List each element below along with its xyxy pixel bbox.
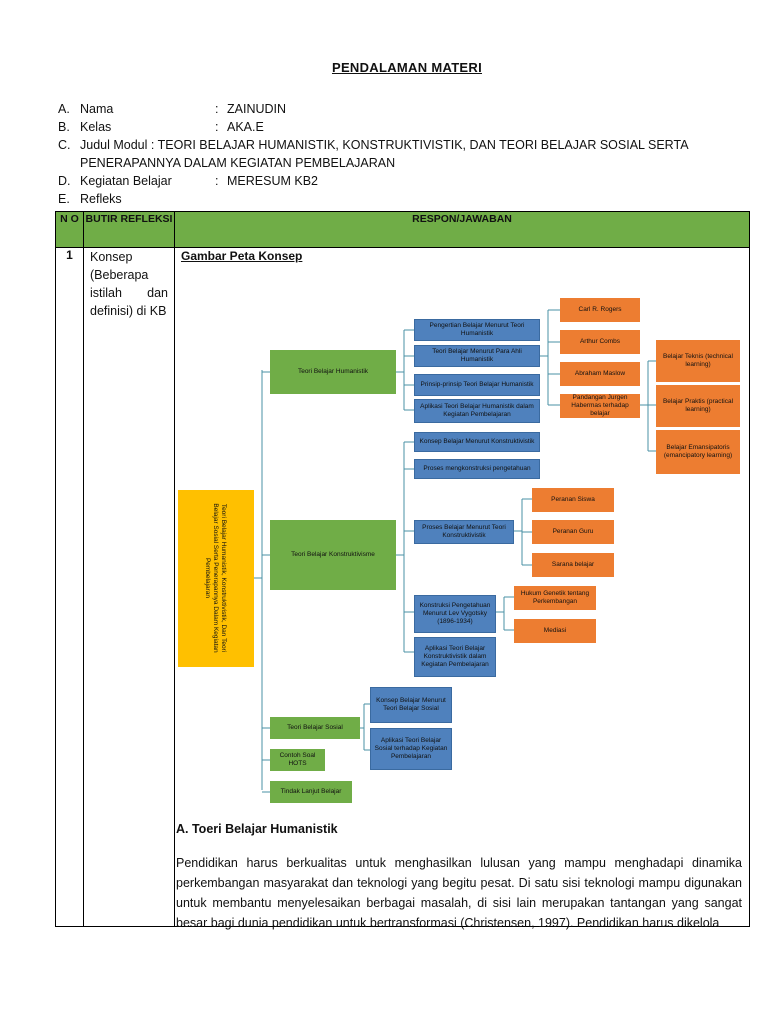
info-separator: : — [215, 120, 219, 134]
node-hukum-genetik: Hukum Genetik tentang Perkembangan — [514, 586, 596, 610]
node-maslow: Abraham Maslow — [560, 362, 640, 386]
header-no: N O — [56, 212, 84, 248]
info-value: TEORI BELAJAR HUMANISTIK, KONSTRUKTIVISTIK, DAN TEORI BELAJAR SOSIAL SERTA PENERAPANNYA DALAM KEGIATAN PEMBELAJARAN — [80, 138, 688, 170]
info-row-judul-modul — [58, 136, 768, 172]
root-node-label: Teori Belajar Humanistik, Konstruktivistik, Dan Teori Belajar Sosial Serta Penerapannya Dalam Kegiatan Pembelajaran — [204, 503, 227, 653]
section-a-heading: A. Toeri Belajar Humanistik — [176, 822, 338, 836]
info-row-nama — [58, 100, 768, 118]
node-sarana-belajar: Sarana belajar — [532, 553, 614, 577]
node-k-konsep: Konsep Belajar Menurut Konstruktivistik — [414, 432, 540, 452]
node-k-vygotsky: Konstruksi Pengetahuan Menurut Lev Vygotsky (1896-1934) — [414, 595, 496, 633]
node-rogers: Carl R. Rogers — [560, 298, 640, 322]
node-s-konsep: Konsep Belajar Menurut Teori Belajar Sosial — [370, 687, 452, 723]
info-value: AKA.E — [227, 120, 264, 134]
header-respon: RESPON/JAWABAN — [175, 212, 750, 248]
info-value: MERESUM KB2 — [227, 174, 318, 188]
node-habermas: Pandangan Jurgen Habermas terhadap belajar — [560, 394, 640, 418]
reflection-table — [55, 211, 750, 927]
concept-map-title: Gambar Peta Konsep — [181, 249, 303, 263]
node-belajar-teknis: Belajar Teknis (technical learning) — [656, 340, 740, 382]
info-label: Judul Modul — [80, 138, 148, 152]
node-sosial: Teori Belajar Sosial — [270, 717, 360, 739]
node-h-pengertian: Pengertian Belajar Menurut Teori Humanistik — [414, 319, 540, 341]
node-peranan-guru: Peranan Guru — [532, 520, 614, 544]
info-label: Nama — [80, 102, 114, 116]
butir-text: Konsep (Beberapa istilah dan definisi) di KB — [90, 250, 168, 318]
node-hots: Contoh Soal HOTS — [270, 749, 325, 771]
header-butir: BUTIR REFLEKSI — [84, 212, 175, 248]
node-mediasi: Mediasi — [514, 619, 596, 643]
info-letter: C. — [58, 138, 71, 152]
info-label: Kelas — [80, 120, 112, 134]
row-number: 1 — [56, 248, 84, 927]
node-h-prinsip: Prinsip-prinsip Teori Belajar Humanistik — [414, 374, 540, 396]
info-letter: E. — [58, 192, 70, 206]
node-h-para-ahli: Teori Belajar Menurut Para Ahli Humanistik — [414, 345, 540, 367]
info-row-kegiatan — [58, 172, 768, 190]
info-letter: D. — [58, 174, 71, 188]
section-a-paragraph: Pendidikan harus berkualitas untuk menghasilkan lulusan yang mampu menghadapi dinamika perkembangan masyarakat dan teknologi yang begitu pesat. Di satu sisi teknologi mampu digunakan untuk membantu menyelesaikan berbagai masalah, di sisi lain merupakan tantangan yang sangat besar bagi dunia pendidikan untuk bertransformasi (Christensen, 1997). Pendidikan harus dikelola — [176, 856, 742, 930]
node-k-proses-konstruksi: Proses mengkonstruksi pengetahuan — [414, 459, 540, 479]
info-row-kelas — [58, 118, 768, 136]
info-label: Refleks — [80, 192, 122, 206]
info-separator: : — [215, 174, 219, 188]
info-label: Kegiatan Belajar — [80, 174, 172, 188]
node-belajar-praktis: Belajar Praktis (practical learning) — [656, 385, 740, 427]
info-judul-text — [80, 136, 768, 172]
node-s-aplikasi: Aplikasi Teori Belajar Sosial terhadap Kegiatan Pembelajaran — [370, 728, 452, 770]
identity-block — [58, 100, 768, 208]
info-row-refleks — [58, 190, 768, 208]
node-k-proses-belajar: Proses Belajar Menurut Teori Konstruktivistik — [414, 520, 514, 544]
info-separator: : — [215, 102, 219, 116]
info-separator: : — [150, 138, 155, 152]
info-value: ZAINUDIN — [227, 102, 287, 116]
root-node-label-wrap — [178, 490, 252, 666]
node-k-aplikasi: Aplikasi Teori Belajar Konstruktivistik dalam Kegiatan Pembelajaran — [414, 637, 496, 677]
page-title: PENDALAMAN MATERI — [331, 60, 483, 75]
node-combs: Arthur Combs — [560, 330, 640, 354]
node-belajar-emansipatoris: Belajar Emansipatoris (emancipatory learning) — [656, 430, 740, 474]
node-h-aplikasi: Aplikasi Teori Belajar Humanistik dalam Kegiatan Pembelajaran — [414, 399, 540, 423]
node-tindak-lanjut: Tindak Lanjut Belajar — [270, 781, 352, 803]
info-letter: B. — [58, 120, 70, 134]
butir-cell — [84, 248, 175, 927]
node-humanistik: Teori Belajar Humanistik — [270, 350, 396, 394]
info-letter: A. — [58, 102, 70, 116]
node-peranan-siswa: Peranan Siswa — [532, 488, 614, 512]
node-konstruktivisme: Teori Belajar Konstruktivisme — [270, 520, 396, 590]
